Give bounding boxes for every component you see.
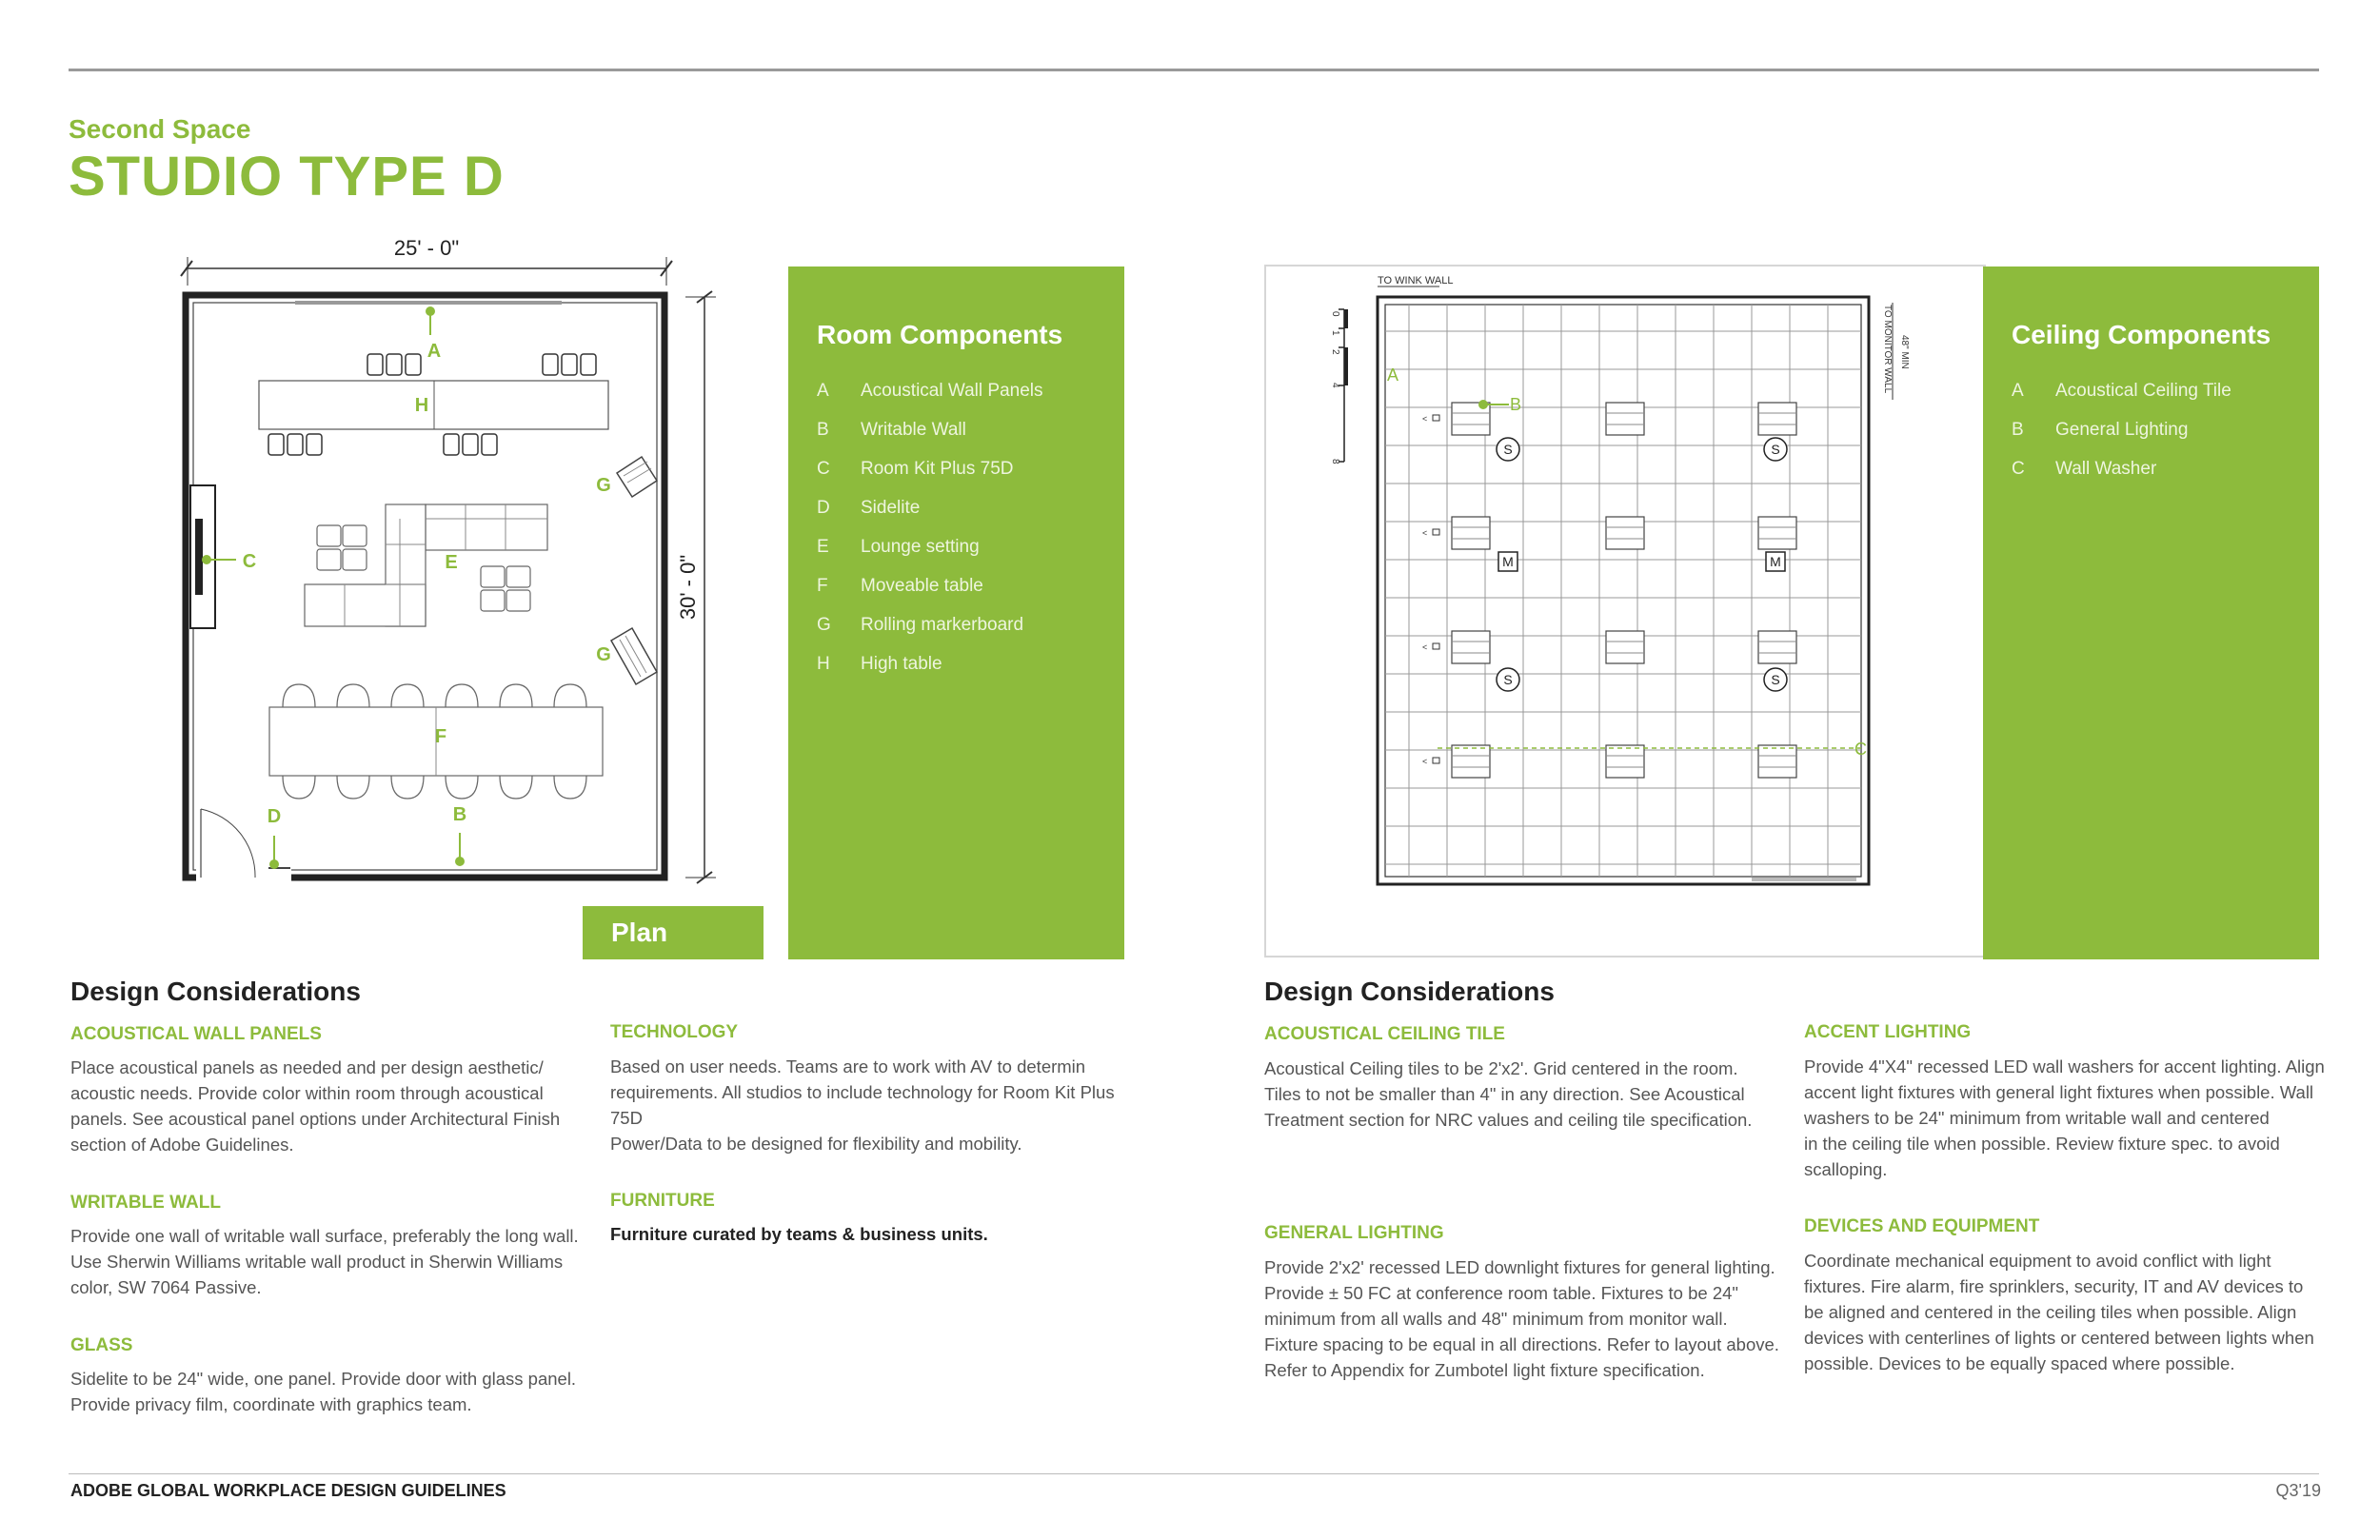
scale-label-0: 0: [1330, 311, 1340, 317]
room-components-title: Room Components: [817, 320, 1063, 349]
scale-label-8: 8: [1330, 459, 1340, 464]
footer-divider: [69, 1473, 2319, 1474]
accent-lighting-text: Provide 4"X4" recessed LED wall washers for accent lighting. Align accent light fixtures with general light fixtures when possible. Wall washers to be 24" minimum from writable wall and centered in the ceiling tile when possible. Review fixture spec. to avoid scalloping.: [1804, 1056, 2325, 1179]
page-title: STUDIO TYPE D: [69, 146, 505, 207]
list-item: C Wall Washer: [2012, 459, 2157, 479]
ceiling-marker-c: C: [1854, 740, 1867, 759]
sprinkler-label: S: [1771, 672, 1780, 687]
plan-marker-b: B: [452, 804, 467, 825]
room-components-panel: [788, 267, 1124, 959]
scale-label-4: 4: [1330, 383, 1340, 388]
acoustical-panels-text: Place acoustical panels as needed and per design aesthetic/ acoustic needs. Provide color within room through acoustical panels. See acoustical panel options under Architectural Finish section of Adobe Guidelines.: [70, 1057, 561, 1155]
plan-marker-g2: G: [596, 644, 611, 665]
page-subtitle: Second Space: [69, 114, 251, 144]
plan-label: Plan: [583, 906, 764, 959]
min-48-label: 48" MIN: [1899, 335, 1910, 369]
writable-wall-heading: WRITABLE WALL: [70, 1193, 221, 1213]
svg-text:<: <: [1422, 414, 1428, 424]
list-item: E Lounge setting: [817, 537, 980, 557]
ceiling-components-title: Ceiling Components: [2012, 320, 2271, 349]
footer-title: ADOBE GLOBAL WORKPLACE DESIGN GUIDELINES: [70, 1481, 506, 1500]
ceiling-tile-text: Acoustical Ceiling tiles to be 2'x2'. Grid centered in the room. Tiles to not be smaller than 4" in any direction. See Acoustical Treatment section for NRC values and ceiling tile specification.: [1264, 1058, 1753, 1130]
ceiling-marker-b: B: [1510, 395, 1522, 414]
devices-equipment-text: Coordinate mechanical equipment to avoid conflict with light fixtures. Fire alarm, fire sprinklers, security, IT and AV devices to be aligned and centered in the ceiling tiles when possible. Align devices with centerlines of lights or centered between lights when possible. Devices to be equally spaced where possible.: [1804, 1251, 2314, 1373]
scale-label-2: 2: [1330, 349, 1340, 355]
ceiling-components-list: [2012, 381, 2231, 498]
plan-depth-dimension: 30' - 0": [676, 554, 700, 621]
svg-text:<: <: [1422, 757, 1428, 766]
general-lighting-text: Provide 2'x2' recessed LED downlight fixtures for general lighting. Provide ± 50 FC at conference room table. Fixtures to be 24" minimum from all walls and 48" minimum from monitor wall. Fixture spacing to be equal in all directions. Refer to layout above. Refer to Appendix for Zumbotel light fixture specification.: [1264, 1257, 1779, 1380]
sprinkler-label: S: [1503, 672, 1513, 687]
general-lighting-heading: GENERAL LIGHTING: [1264, 1223, 1444, 1243]
glass-heading: GLASS: [70, 1335, 133, 1355]
to-monitor-wall-label: TO MONITOR WALL: [1882, 305, 1893, 394]
list-item: B Writable Wall: [817, 420, 966, 440]
plan-marker-f: F: [434, 726, 447, 747]
acoustical-panels-heading: ACOUSTICAL WALL PANELS: [70, 1024, 322, 1044]
svg-text:<: <: [1422, 528, 1428, 538]
list-item: C Room Kit Plus 75D: [817, 459, 1014, 479]
sprinkler-label: S: [1503, 442, 1513, 457]
plan-marker-d: D: [267, 806, 282, 827]
furniture-text: Furniture curated by teams & business units.: [610, 1224, 988, 1244]
list-item: A Acoustical Ceiling Tile: [2012, 381, 2231, 401]
ceiling-plan-drawing: [1266, 267, 1933, 904]
list-item: B General Lighting: [2012, 420, 2189, 440]
plan-marker-c: C: [242, 551, 257, 572]
left-design-considerations-title: Design Considerations: [70, 977, 361, 1006]
footer-date: Q3'19: [2275, 1481, 2321, 1500]
svg-text:<: <: [1422, 642, 1428, 652]
writable-wall-text: Provide one wall of writable wall surface, preferably the long wall. Use Sherwin Williams writable wall product in Sherwin Williams color, SW 7064 Passive.: [70, 1226, 579, 1297]
list-item: H High table: [817, 654, 942, 674]
room-components-list: [817, 381, 1042, 693]
floor-plan-drawing: [162, 228, 733, 895]
plan-marker-g1: G: [596, 475, 611, 496]
furniture-heading: FURNITURE: [610, 1191, 715, 1211]
to-wink-wall-label: TO WINK WALL: [1378, 275, 1454, 286]
right-design-considerations-title: Design Considerations: [1264, 977, 1555, 1006]
m-symbol-label: M: [1502, 554, 1514, 569]
top-divider: [69, 69, 2319, 71]
m-symbol-label: M: [1770, 554, 1781, 569]
technology-text: Based on user needs. Teams are to work with AV to determin requirements. All studios to include technology for Room Kit Plus 75D Power/Data to be designed for flexibility and mobility.: [610, 1056, 1115, 1154]
ceiling-marker-a: A: [1387, 365, 1399, 385]
plan-marker-h: H: [414, 395, 429, 416]
list-item: F Moveable table: [817, 576, 983, 596]
list-item: G Rolling markerboard: [817, 615, 1024, 635]
sprinkler-label: S: [1771, 442, 1780, 457]
plan-marker-a: A: [426, 341, 442, 362]
devices-equipment-heading: DEVICES AND EQUIPMENT: [1804, 1216, 2040, 1236]
list-item: A Acoustical Wall Panels: [817, 381, 1043, 401]
ceiling-tile-heading: ACOUSTICAL CEILING TILE: [1264, 1024, 1505, 1044]
accent-lighting-heading: ACCENT LIGHTING: [1804, 1022, 1972, 1042]
plan-marker-e: E: [445, 552, 458, 573]
list-item: D Sidelite: [817, 498, 921, 518]
ceiling-components-panel: [1983, 267, 2319, 959]
plan-width-dimension: 25' - 0": [393, 236, 460, 260]
scale-label-1: 1: [1330, 330, 1340, 336]
technology-heading: TECHNOLOGY: [610, 1022, 739, 1042]
glass-text: Sidelite to be 24" wide, one panel. Provide door with glass panel. Provide privacy film, coordinate with graphics team.: [70, 1369, 577, 1414]
